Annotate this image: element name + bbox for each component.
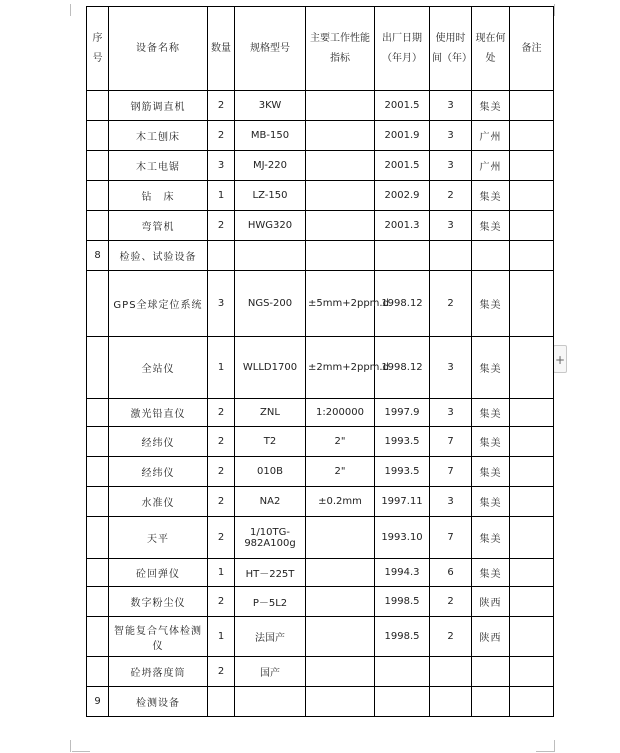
- cell-seq: [87, 151, 109, 181]
- table-row: [87, 427, 554, 457]
- cell-qty: 2: [208, 587, 235, 617]
- cell-model: 010B: [235, 457, 306, 487]
- cell-perf: ±5mm+2ppm.d: [306, 271, 375, 337]
- cell-qty: 1: [208, 617, 235, 657]
- cell-location: 集美: [472, 91, 510, 121]
- header-qty: 数量: [208, 7, 235, 91]
- table-row: [87, 457, 554, 487]
- cell-date: 2001.9: [375, 121, 430, 151]
- cell-years: 3: [430, 399, 472, 427]
- cell-note: [510, 617, 554, 657]
- cell-date: 1993.5: [375, 457, 430, 487]
- cell-seq: [87, 121, 109, 151]
- cell-name: 砼回弹仪: [109, 559, 208, 587]
- cell-years: 3: [430, 337, 472, 399]
- cell-years: 2: [430, 617, 472, 657]
- cell-location: 集美: [472, 211, 510, 241]
- cell-seq: [87, 181, 109, 211]
- cell-date: 1997.9: [375, 399, 430, 427]
- table-row: [87, 517, 554, 559]
- cell-date: 1998.5: [375, 587, 430, 617]
- cell-note: [510, 399, 554, 427]
- cell-seq: [87, 271, 109, 337]
- cell-model: ZNL: [235, 399, 306, 427]
- header-location: 现在何处: [472, 7, 510, 91]
- cell-years: 3: [430, 121, 472, 151]
- cell-seq: [87, 487, 109, 517]
- table-row: [87, 91, 554, 121]
- header-note: 备注: [510, 7, 554, 91]
- cell-seq: [87, 457, 109, 487]
- cell-qty: [208, 241, 235, 271]
- cell-note: [510, 211, 554, 241]
- cell-perf: [306, 617, 375, 657]
- cell-years: [430, 657, 472, 687]
- cell-date: 1998.12: [375, 337, 430, 399]
- cell-years: 6: [430, 559, 472, 587]
- cell-name: GPS全球定位系统: [109, 271, 208, 337]
- cell-years: 2: [430, 181, 472, 211]
- cell-qty: 2: [208, 657, 235, 687]
- cell-note: [510, 427, 554, 457]
- cell-model: [235, 687, 306, 717]
- cell-perf: 1:200000: [306, 399, 375, 427]
- cell-perf: [306, 211, 375, 241]
- cell-qty: 2: [208, 211, 235, 241]
- cell-name: 钢筋调直机: [109, 91, 208, 121]
- cell-note: [510, 517, 554, 559]
- cell-location: 广州: [472, 151, 510, 181]
- cell-date: 1993.10: [375, 517, 430, 559]
- table-row: [87, 657, 554, 687]
- cell-perf: 2": [306, 427, 375, 457]
- cell-location: [472, 687, 510, 717]
- cell-note: [510, 121, 554, 151]
- cell-date: 2002.9: [375, 181, 430, 211]
- cell-perf: [306, 241, 375, 271]
- cell-model: LZ-150: [235, 181, 306, 211]
- cell-name: 经纬仪: [109, 427, 208, 457]
- table-add-button[interactable]: +: [553, 345, 567, 373]
- header-perf: 主要工作性能指标: [306, 7, 375, 91]
- table-row: [87, 487, 554, 517]
- table-row: [87, 399, 554, 427]
- cell-date: 2001.3: [375, 211, 430, 241]
- cell-name: 弯管机: [109, 211, 208, 241]
- cell-note: [510, 587, 554, 617]
- cell-seq: 8: [87, 241, 109, 271]
- cell-model: HWG320: [235, 211, 306, 241]
- cell-qty: 1: [208, 337, 235, 399]
- cell-years: 3: [430, 211, 472, 241]
- cell-perf: [306, 587, 375, 617]
- cell-qty: 2: [208, 427, 235, 457]
- cell-seq: [87, 617, 109, 657]
- cell-note: [510, 91, 554, 121]
- header-model: 规格型号: [235, 7, 306, 91]
- cell-years: 3: [430, 91, 472, 121]
- cell-qty: 1: [208, 559, 235, 587]
- cell-name: 激光铅直仪: [109, 399, 208, 427]
- cell-qty: 2: [208, 517, 235, 559]
- cell-model: 1/10TG-982A100g: [235, 517, 306, 559]
- cell-note: [510, 657, 554, 687]
- cell-name: 木工刨床: [109, 121, 208, 151]
- table-row: [87, 617, 554, 657]
- cell-note: [510, 241, 554, 271]
- table-row: [87, 271, 554, 337]
- cell-qty: [208, 687, 235, 717]
- cell-years: 7: [430, 517, 472, 559]
- equipment-table: [86, 6, 554, 717]
- cell-model: P－5L2: [235, 587, 306, 617]
- crop-mark: [70, 4, 71, 16]
- cell-model: WLLD1700: [235, 337, 306, 399]
- cell-note: [510, 181, 554, 211]
- cell-years: 2: [430, 587, 472, 617]
- cell-perf: ±2mm+2ppm.d: [306, 337, 375, 399]
- cell-perf: [306, 657, 375, 687]
- crop-mark: [554, 4, 555, 16]
- cell-seq: [87, 427, 109, 457]
- crop-mark: [554, 740, 555, 752]
- cell-perf: ±0.2mm: [306, 487, 375, 517]
- cell-qty: 3: [208, 151, 235, 181]
- cell-note: [510, 457, 554, 487]
- cell-location: 陕西: [472, 587, 510, 617]
- cell-note: [510, 487, 554, 517]
- table-row: [87, 211, 554, 241]
- table-row: [87, 337, 554, 399]
- cell-seq: [87, 559, 109, 587]
- cell-date: 1998.5: [375, 617, 430, 657]
- cell-date: [375, 241, 430, 271]
- cell-perf: [306, 121, 375, 151]
- cell-name: 全站仪: [109, 337, 208, 399]
- crop-mark: [70, 740, 71, 752]
- cell-location: 集美: [472, 487, 510, 517]
- cell-date: 1998.12: [375, 271, 430, 337]
- cell-qty: 2: [208, 121, 235, 151]
- cell-note: [510, 687, 554, 717]
- cell-years: [430, 687, 472, 717]
- cell-seq: [87, 211, 109, 241]
- cell-date: 1993.5: [375, 427, 430, 457]
- cell-note: [510, 559, 554, 587]
- cell-date: 2001.5: [375, 91, 430, 121]
- cell-seq: [87, 337, 109, 399]
- cell-seq: [87, 517, 109, 559]
- cell-location: 集美: [472, 457, 510, 487]
- section-row: [87, 241, 554, 271]
- cell-seq: [87, 399, 109, 427]
- table-row: [87, 587, 554, 617]
- cell-name: 木工电锯: [109, 151, 208, 181]
- cell-years: 7: [430, 457, 472, 487]
- cell-date: [375, 657, 430, 687]
- cell-seq: [87, 91, 109, 121]
- cell-location: 集美: [472, 271, 510, 337]
- cell-years: 2: [430, 271, 472, 337]
- cell-model: 3KW: [235, 91, 306, 121]
- cell-location: 陕西: [472, 617, 510, 657]
- cell-perf: [306, 151, 375, 181]
- cell-years: 7: [430, 427, 472, 457]
- cell-date: 1997.11: [375, 487, 430, 517]
- header-date: 出厂日期（年月）: [375, 7, 430, 91]
- table-row: [87, 121, 554, 151]
- cell-perf: [306, 559, 375, 587]
- cell-seq: [87, 657, 109, 687]
- cell-location: 集美: [472, 181, 510, 211]
- cell-name: 经纬仪: [109, 457, 208, 487]
- cell-model: [235, 241, 306, 271]
- cell-location: 集美: [472, 337, 510, 399]
- cell-location: 集美: [472, 427, 510, 457]
- cell-location: [472, 241, 510, 271]
- cell-qty: 3: [208, 271, 235, 337]
- cell-model: T2: [235, 427, 306, 457]
- cell-perf: [306, 687, 375, 717]
- cell-name: 水准仪: [109, 487, 208, 517]
- cell-qty: 2: [208, 91, 235, 121]
- cell-perf: 2": [306, 457, 375, 487]
- cell-model: 法国产: [235, 617, 306, 657]
- cell-note: [510, 337, 554, 399]
- cell-qty: 2: [208, 457, 235, 487]
- cell-model: NGS-200: [235, 271, 306, 337]
- cell-location: 集美: [472, 517, 510, 559]
- cell-name: 砼坍落度筒: [109, 657, 208, 687]
- cell-seq: 9: [87, 687, 109, 717]
- header-row: [87, 7, 554, 91]
- cell-name: 检测设备: [109, 687, 208, 717]
- cell-name: 检验、试验设备: [109, 241, 208, 271]
- cell-date: 1994.3: [375, 559, 430, 587]
- crop-mark: [536, 751, 554, 752]
- table-row: [87, 559, 554, 587]
- cell-location: 集美: [472, 399, 510, 427]
- cell-location: [472, 657, 510, 687]
- cell-qty: 1: [208, 181, 235, 211]
- cell-name: 数字粉尘仪: [109, 587, 208, 617]
- cell-model: MB-150: [235, 121, 306, 151]
- cell-model: HT－225T: [235, 559, 306, 587]
- header-name: 设备名称: [109, 7, 208, 91]
- cell-qty: 2: [208, 399, 235, 427]
- cell-note: [510, 151, 554, 181]
- cell-date: [375, 687, 430, 717]
- section-row: [87, 687, 554, 717]
- cell-name: 钻 床: [109, 181, 208, 211]
- cell-name: 智能复合气体检测仪: [109, 617, 208, 657]
- cell-qty: 2: [208, 487, 235, 517]
- cell-model: 国产: [235, 657, 306, 687]
- cell-years: [430, 241, 472, 271]
- cell-model: NA2: [235, 487, 306, 517]
- cell-years: 3: [430, 151, 472, 181]
- cell-location: 广州: [472, 121, 510, 151]
- cell-perf: [306, 181, 375, 211]
- cell-model: MJ-220: [235, 151, 306, 181]
- cell-perf: [306, 517, 375, 559]
- cell-seq: [87, 587, 109, 617]
- cell-date: 2001.5: [375, 151, 430, 181]
- crop-mark: [72, 751, 90, 752]
- table-row: [87, 151, 554, 181]
- table-row: [87, 181, 554, 211]
- header-seq: 序号: [87, 7, 109, 91]
- cell-perf: [306, 91, 375, 121]
- cell-name: 天平: [109, 517, 208, 559]
- cell-location: 集美: [472, 559, 510, 587]
- header-years: 使用时间（年）: [430, 7, 472, 91]
- cell-note: [510, 271, 554, 337]
- cell-years: 3: [430, 487, 472, 517]
